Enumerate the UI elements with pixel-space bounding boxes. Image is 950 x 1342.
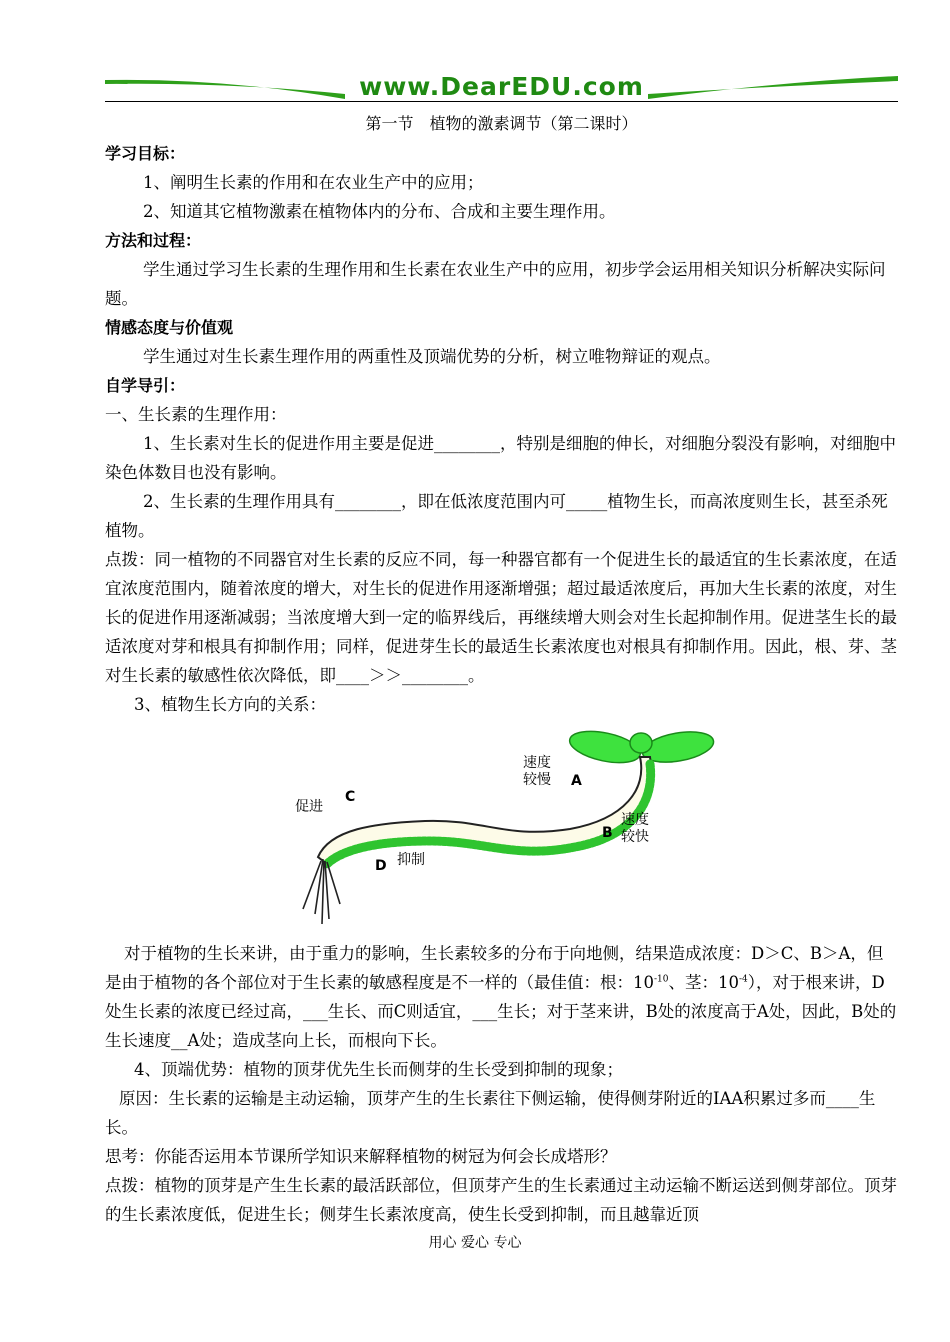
goal-1: 1、阐明生长素的作用和在农业生产中的应用； <box>143 173 484 192</box>
gravity-text-c: ），对于根来讲，D处生长素的浓度已经过高，___生长、而C则适宜，___生长；对于茎来讲，B处的浓度高于A处，因此，B处的生长速度__A处；造成茎向上长，而根向下长。 <box>105 973 897 1050</box>
label-slow-1: 速度 <box>523 755 551 771</box>
seedling-figure <box>105 719 898 939</box>
goals-heading: 学习目标： <box>105 144 186 163</box>
page-footer: 用心 爱心 专心 <box>428 1235 522 1251</box>
item-4: 4、顶端优势：植物的顶芽优先生长而侧芽的生长受到抑制的现象； <box>134 1060 623 1079</box>
letter-c: C <box>345 789 356 805</box>
tip-2: 点拨：植物的顶芽是产生生长素的最活跃部位，但顶芽产生的生长素通过主动运输不断运送到侧芽部位。顶芽的生长素浓度低，促进生长；侧芽生长素浓度高，使生长受到抑制，而且越靠近顶 <box>105 1176 897 1224</box>
site-logo: www.DearEDU.com <box>359 72 644 101</box>
item-1: 1、生长素对生长的促进作用主要是促进________，特别是细胞的伸长，对细胞分裂没有影响，对细胞中染色体数目也没有影响。 <box>105 434 896 482</box>
gravity-text-a: 对于植物的生长来讲，由于重力的影响，生长素较多的分布于向地侧，结果造成浓度：D＞C、B＞A，但是由于植物的各个部位对于生长素的敏感程度是不一样的（最佳值：根：10 <box>105 944 884 992</box>
main-content <box>105 108 898 1229</box>
guide-heading: 自学导引： <box>105 376 186 395</box>
item-2: 2、生长素的生理作用具有________，即在低浓度范围内可_____植物生长，而高浓度则生长，甚至杀死植物。 <box>105 492 888 540</box>
gravity-paragraph <box>105 939 898 1055</box>
think-question: 思考：你能否运用本节课所学知识来解释植物的树冠为何会长成塔形？ <box>105 1147 617 1166</box>
reason-text: 原因：生长素的运输是主动运输，顶芽产生的生长素往下侧运输，使得侧芽附近的IAA积累过多而____生长。 <box>105 1089 876 1137</box>
label-slow-2: 较慢 <box>523 772 551 788</box>
method-heading: 方法和过程： <box>105 231 202 250</box>
letter-d: D <box>375 858 387 874</box>
label-fast-2: 较快 <box>621 829 649 845</box>
gravity-text-b: 、茎：10 <box>668 973 739 992</box>
item-3: 3、植物生长方向的关系： <box>134 695 326 714</box>
label-inhibit: 抑制 <box>397 852 425 868</box>
label-promote: 促进 <box>295 799 323 815</box>
seedling-illustration <box>285 719 725 929</box>
root-exponent: -10 <box>654 974 669 985</box>
letter-b: B <box>602 825 613 841</box>
goal-2: 2、知道其它植物激素在植物体内的分布、合成和主要生理作用。 <box>143 202 616 221</box>
page-title: 第一节 植物的激素调节（第二课时） <box>365 114 638 133</box>
label-fast-1: 速度 <box>621 812 649 828</box>
letter-a: A <box>571 773 582 789</box>
method-text: 学生通过学习生长素的生理作用和生长素在农业生产中的应用，初步学会运用相关知识分析解决实际问题。 <box>105 260 886 308</box>
stem-exponent: -4 <box>739 974 748 985</box>
attitude-heading: 情感态度与价值观 <box>105 318 234 337</box>
attitude-text: 学生通过对生长素生理作用的两重性及顶端优势的分析，树立唯物辩证的观点。 <box>143 347 721 366</box>
header-rule <box>105 101 898 102</box>
site-header <box>105 72 898 108</box>
part1-heading: 一、生长素的生理作用： <box>105 405 287 424</box>
tip-1: 点拨：同一植物的不同器官对生长素的反应不同，每一种器官都有一个促进生长的最适宜的生长素浓度，在适宜浓度范围内，随着浓度的增大，对生长的促进作用逐渐增强；超过最适浓度后，再加大生长素的浓度，对生长的促进作用逐渐减弱；当浓度增大到一定的临界线后，再继续增大则会对生长起抑制作用。促进茎生长的最适浓度对芽和根具有抑制作用；同样，促进芽生长的最适生长素浓度也对根具有抑制作用。因此，根、芽、茎对生长素的敏感性依次降低，即____＞＞________。 <box>105 550 897 685</box>
